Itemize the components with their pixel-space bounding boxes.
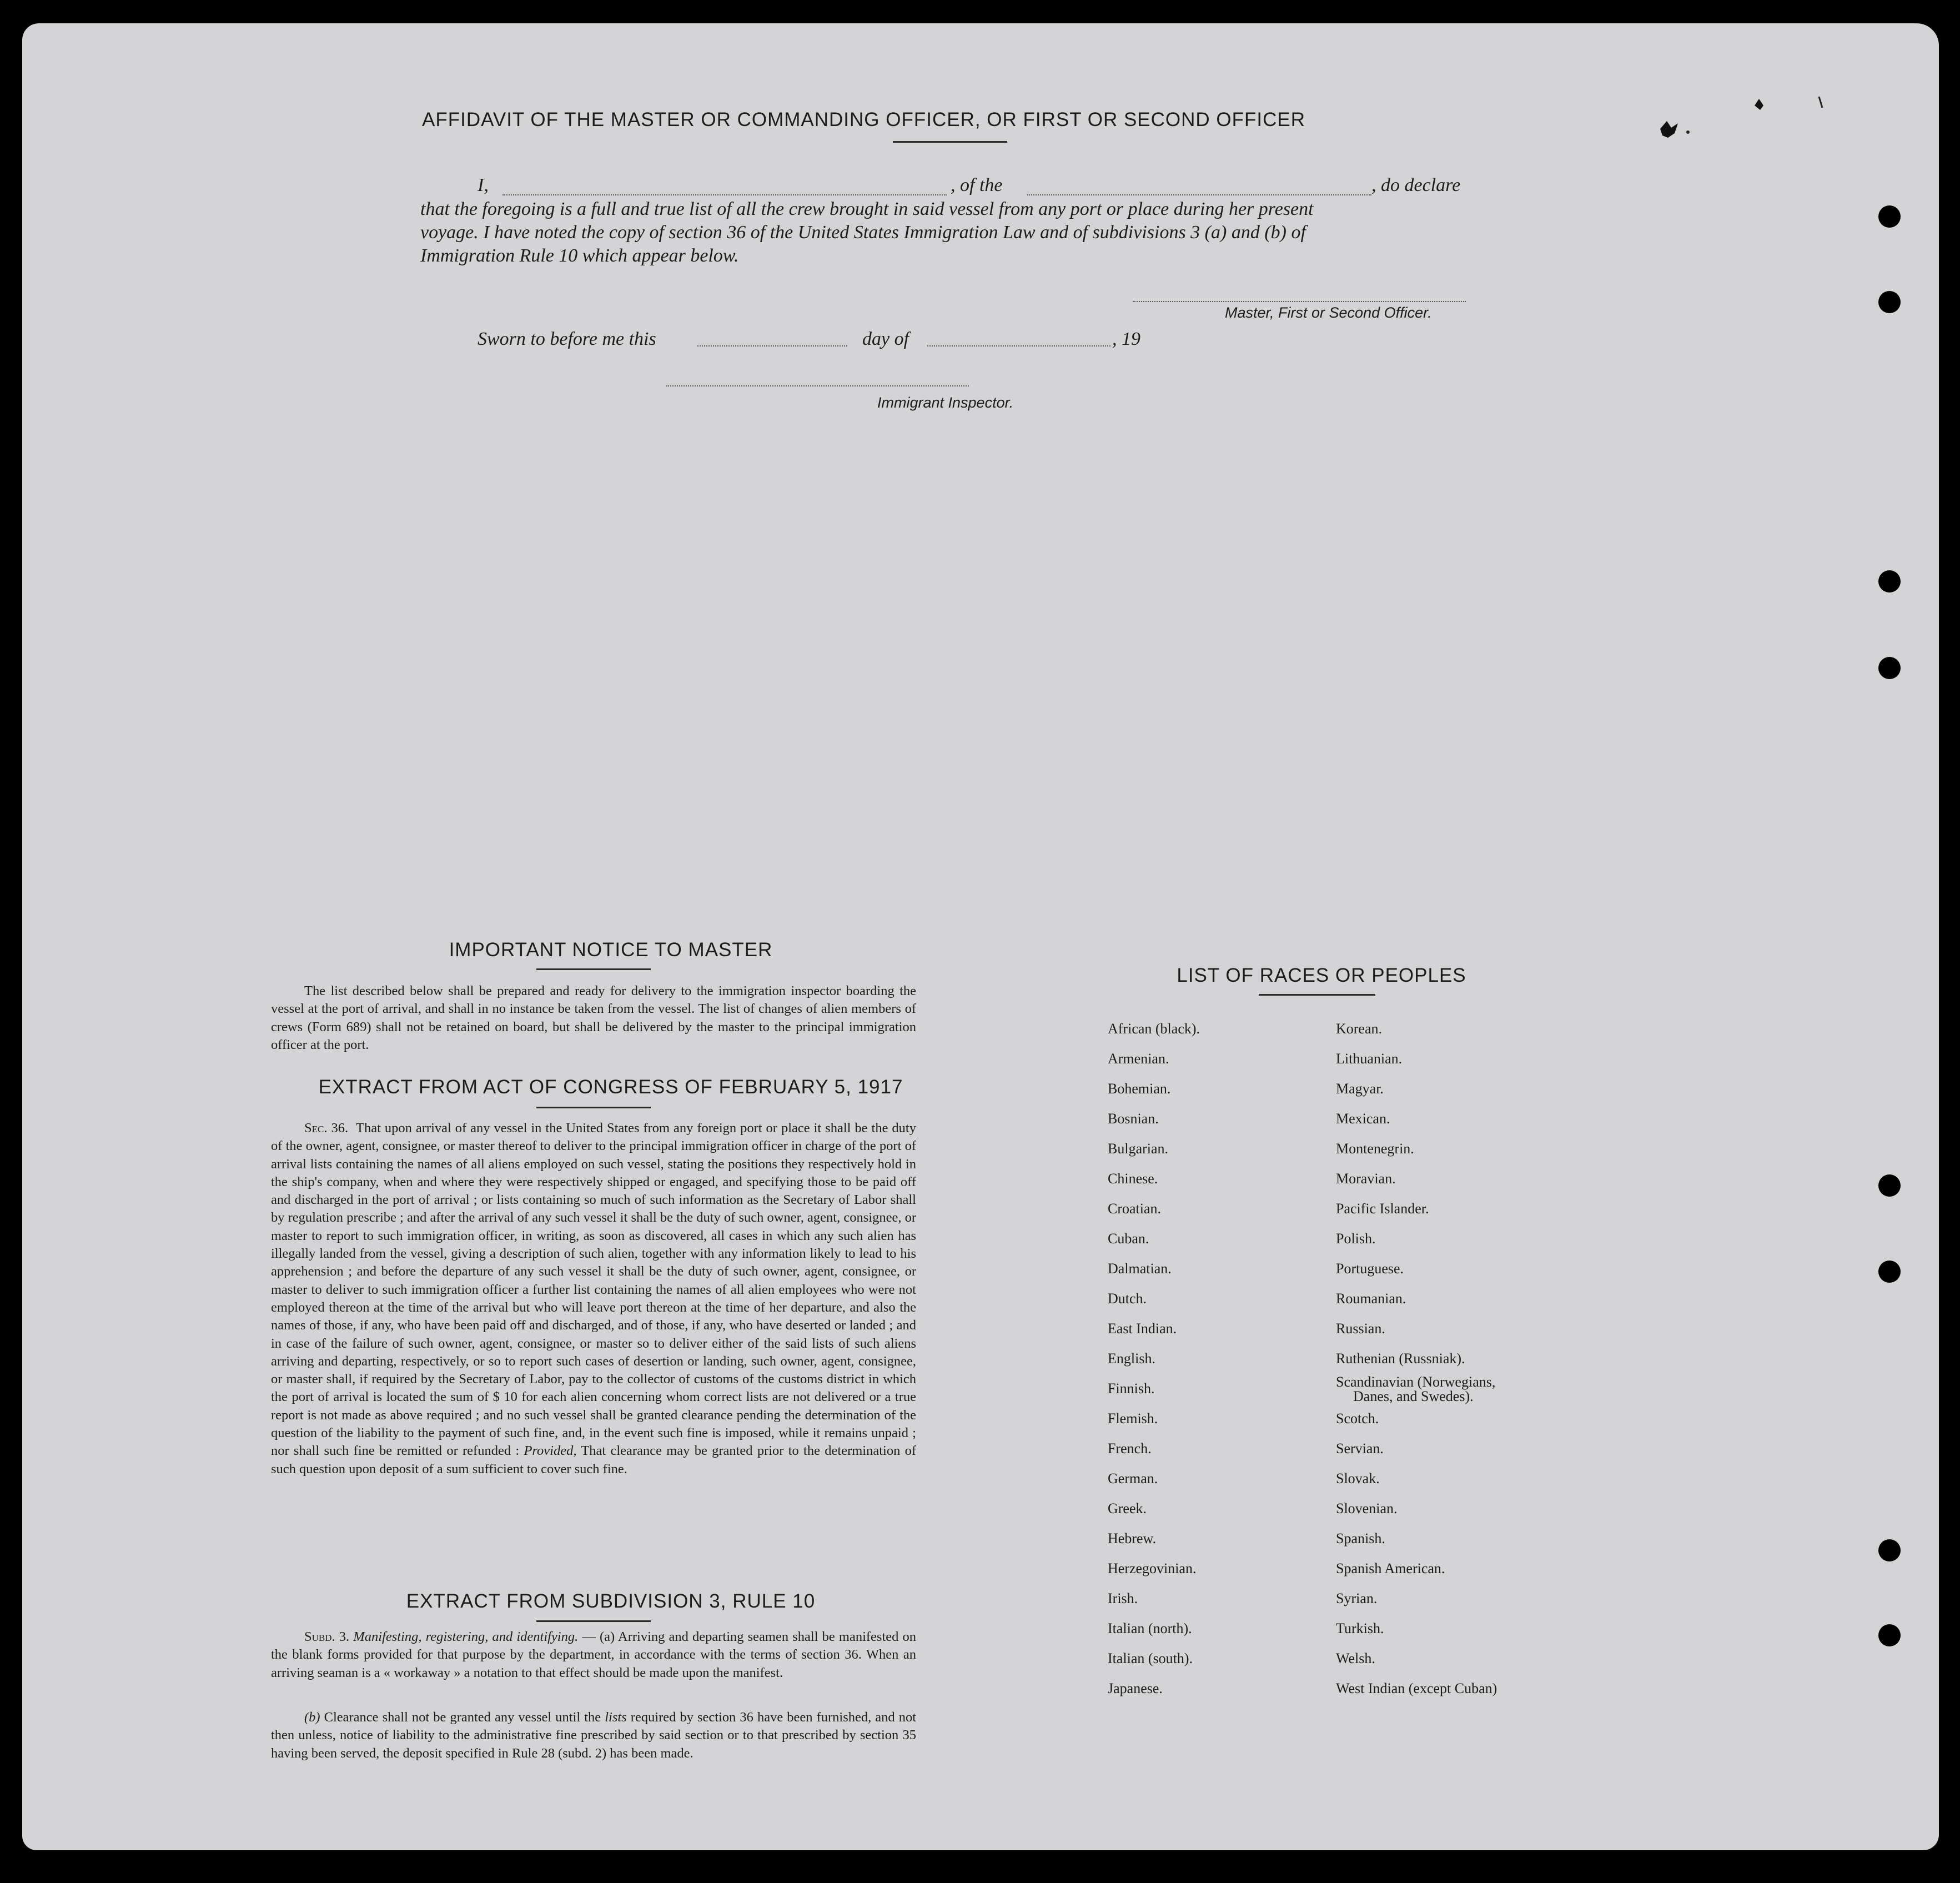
punch-hole-4 [1878, 657, 1901, 679]
affidavit-line-3: Immigration Rule 10 which appear below. [420, 245, 739, 266]
affidavit-line-1: that the foregoing is a full and true list of all the crew brought in said vessel from any port or place during her present [420, 199, 1314, 219]
race-item: Spanish American. [1336, 1560, 1445, 1576]
race-item: Spanish. [1336, 1530, 1385, 1546]
race-item: African (black). [1108, 1021, 1200, 1037]
race-item: Syrian. [1336, 1590, 1378, 1606]
inspector-signature-line[interactable] [666, 385, 969, 386]
race-item: Italian (south). [1108, 1650, 1193, 1666]
para-a-mark: — (a) [582, 1629, 615, 1644]
race-item: Greek. [1108, 1500, 1147, 1517]
race-item: Bohemian. [1108, 1081, 1171, 1097]
rule-para-a [271, 1628, 916, 1682]
race-item: Croatian. [1108, 1201, 1162, 1217]
declarant-name-field[interactable] [502, 194, 947, 195]
race-item: Welsh. [1336, 1650, 1375, 1666]
race-item: Polish. [1336, 1231, 1376, 1247]
race-item: Pacific Islander. [1336, 1201, 1429, 1217]
sworn-month-field[interactable] [927, 345, 1110, 347]
race-item: Herzegovinian. [1108, 1560, 1197, 1576]
affidavit-line-2: voyage. I have noted the copy of section 36 of the United States Immigration Law and of subdivisions 3 (a) and (b) of [420, 222, 1306, 243]
race-item: Irish. [1108, 1590, 1138, 1606]
race-item: Bulgarian. [1108, 1141, 1169, 1157]
race-item: Scandinavian (Norwegians, [1336, 1374, 1496, 1390]
race-item: Flemish. [1108, 1410, 1158, 1427]
race-item: Dalmatian. [1108, 1261, 1172, 1277]
act-title-rule [536, 1107, 651, 1108]
punch-hole-7 [1878, 1539, 1901, 1561]
races-title-rule [1259, 994, 1375, 996]
race-item: Bosnian. [1108, 1111, 1159, 1127]
affidavit-of-the: , of the [951, 175, 1003, 195]
punch-hole-3 [1878, 570, 1901, 592]
race-item: Japanese. [1108, 1680, 1163, 1696]
day-of-label: day of [862, 329, 909, 349]
race-item: Slovenian. [1336, 1500, 1398, 1517]
race-item: Finnish. [1108, 1380, 1155, 1397]
race-item: Korean. [1336, 1021, 1383, 1037]
race-item: German. [1108, 1470, 1158, 1487]
race-item: Mexican. [1336, 1111, 1390, 1127]
punch-hole-5 [1878, 1174, 1901, 1197]
race-item: Montenegrin. [1336, 1141, 1414, 1157]
sworn-label: Sworn to before me this [478, 329, 656, 349]
affidavit-i-label: I, [478, 175, 489, 195]
race-item: Roumanian. [1336, 1291, 1406, 1307]
race-item: West Indian (except Cuban) [1336, 1680, 1497, 1696]
act-body-2: That clearance may be granted prior to the determination of such question upon deposit of a sum sufficient to cover such fine. [271, 1443, 917, 1477]
ink-specks [1649, 89, 1871, 150]
race-item: Russian. [1336, 1320, 1385, 1337]
affidavit-title-rule [893, 141, 1007, 143]
race-item: East Indian. [1108, 1320, 1177, 1337]
race-item: Turkish. [1336, 1620, 1384, 1636]
master-signature-line[interactable] [1133, 301, 1466, 302]
master-signature-label: Master, First or Second Officer. [1225, 304, 1432, 321]
punch-hole-2 [1878, 291, 1901, 313]
sworn-day-field[interactable] [697, 345, 847, 347]
affidavit-title: AFFIDAVIT OF THE MASTER OR COMMANDING OFFICER, OR FIRST OR SECOND OFFICER [422, 109, 1306, 130]
notice-title: IMPORTANT NOTICE TO MASTER [449, 939, 773, 961]
race-item: Slovak. [1336, 1470, 1380, 1487]
act-title: EXTRACT FROM ACT OF CONGRESS OF FEBRUARY 5, 1917 [318, 1076, 903, 1098]
act-body-1: That upon arrival of any vessel in the United States from any foreign port or place it shall be the duty of the owner, agent, consignee, or master thereof to deliver to the principal immigration officer in charge of the port of arrival lists containing the names of all aliens employed on such vessel, stating the positions they respectively hold in the ship's company, when and where they were respectively shipped or engaged, and specifying those to be paid off and discharged in the port of arrival ; or lists containing so much of such information as the Secretary of Labor shall by regulation prescribe ; and after the arrival of any such vessel it shall be the duty of such owner, agent, consignee, or master to report to such immigration officer, in writing, as soon as discovered, all cases in which any such alien has illegally landed from the vessel, giving a description of such alien, together with any information likely to lead to his apprehension ; and before the departure of any such vessel it shall be the duty of such owner, agent, consignee, or master to deliver to such immigration officer a further list containing the names of all alien employees who were not employed thereon at the time of the arrival but who will leave port thereon at the time of her departure, and also the names of those, if any, who have been paid off and discharged, and of those, if any, who have deserted or landed ; and in case of the failure of such owner, agent, consignee, or master so to deliver either of the said lists of such aliens arriving and departing, respectively, or so to report such cases of desertion or landing, such owner, agent, consignee, or master shall, if required by the Secretary of Labor, pay to the collector of customs of the customs district in which the port of arrival is located the sum of $ 10 for each alien concerning whom correct lists are not delivered or a true report is not made as above required ; and no such vessel shall be granted clearance pending the determination of the question of the liability to the payment of such fine, and, in the event such fine is imposed, while it remains unpaid ; nor shall such fine be remitted or refunded : [271, 1121, 916, 1459]
race-item: Magyar. [1336, 1081, 1384, 1097]
race-item: Scotch. [1336, 1410, 1379, 1427]
rule-title: EXTRACT FROM SUBDIVISION 3, RULE 10 [406, 1590, 816, 1612]
race-item: Italian (north). [1108, 1620, 1192, 1636]
para-b-lists: lists [605, 1710, 627, 1725]
race-item: Armenian. [1108, 1051, 1169, 1067]
document-page [22, 23, 1939, 1850]
race-item-continuation: Danes, and Swedes). [1353, 1388, 1474, 1404]
races-title: LIST OF RACES OR PEOPLES [1177, 965, 1466, 986]
race-item: Moravian. [1336, 1171, 1396, 1187]
para-b-text-2: required by section 36 have been furnished, and not then unless, notice of liability to the administrative fine prescribed by said section or to that prescribed by section 35 having been served, the deposit specified in Rule 28 (subd. 2) has been made. [271, 1710, 916, 1761]
sec-label: Sec. 36. [304, 1121, 349, 1136]
notice-text: The list described below shall be prepared and ready for delivery to the immigration inspector boarding the vessel at the port of arrival, and shall in no instance be taken from the vessel. The list of changes of alien members of crews (Form 689) shall not be retained on board, but shall be delivered by the master to the principal immigration officer at the port. [271, 983, 916, 1052]
act-provided: Provided, [524, 1443, 577, 1459]
punch-hole-1 [1878, 205, 1901, 228]
race-item: Servian. [1336, 1440, 1384, 1457]
race-item: Ruthenian (Russniak). [1336, 1350, 1465, 1367]
race-item: Lithuanian. [1336, 1051, 1403, 1067]
declarant-rank-field[interactable] [1027, 194, 1371, 195]
rule-para-b [271, 1709, 916, 1763]
para-b-text-1: Clearance shall not be granted any vessel until the [324, 1710, 601, 1725]
para-b-mark: (b) [304, 1710, 320, 1725]
race-item: Portuguese. [1336, 1261, 1404, 1277]
affidavit-do-declare: , do declare [1371, 175, 1461, 195]
act-text [271, 1119, 916, 1478]
punch-hole-6 [1878, 1261, 1901, 1283]
subd-heading: Manifesting, registering, and identifying. [353, 1629, 579, 1644]
rule-title-rule [536, 1620, 651, 1622]
race-item: Cuban. [1108, 1231, 1149, 1247]
race-item: Hebrew. [1108, 1530, 1157, 1546]
punch-hole-8 [1878, 1624, 1901, 1646]
race-item: French. [1108, 1440, 1152, 1457]
year-label: , 19 [1112, 329, 1140, 349]
race-item: Chinese. [1108, 1171, 1158, 1187]
notice-title-rule [536, 968, 651, 970]
subd-label: Subd. 3. [304, 1629, 350, 1644]
race-item: Dutch. [1108, 1291, 1147, 1307]
inspector-label: Immigrant Inspector. [877, 394, 1014, 411]
para-a-text: Arriving and departing seamen shall be manifested on the blank forms provided for that purpose by the department, in accordance with the terms of section 36. When an arriving seaman is a « workaway » a notation to that effect should be made upon the manifest. [271, 1629, 917, 1680]
race-item: English. [1108, 1350, 1155, 1367]
